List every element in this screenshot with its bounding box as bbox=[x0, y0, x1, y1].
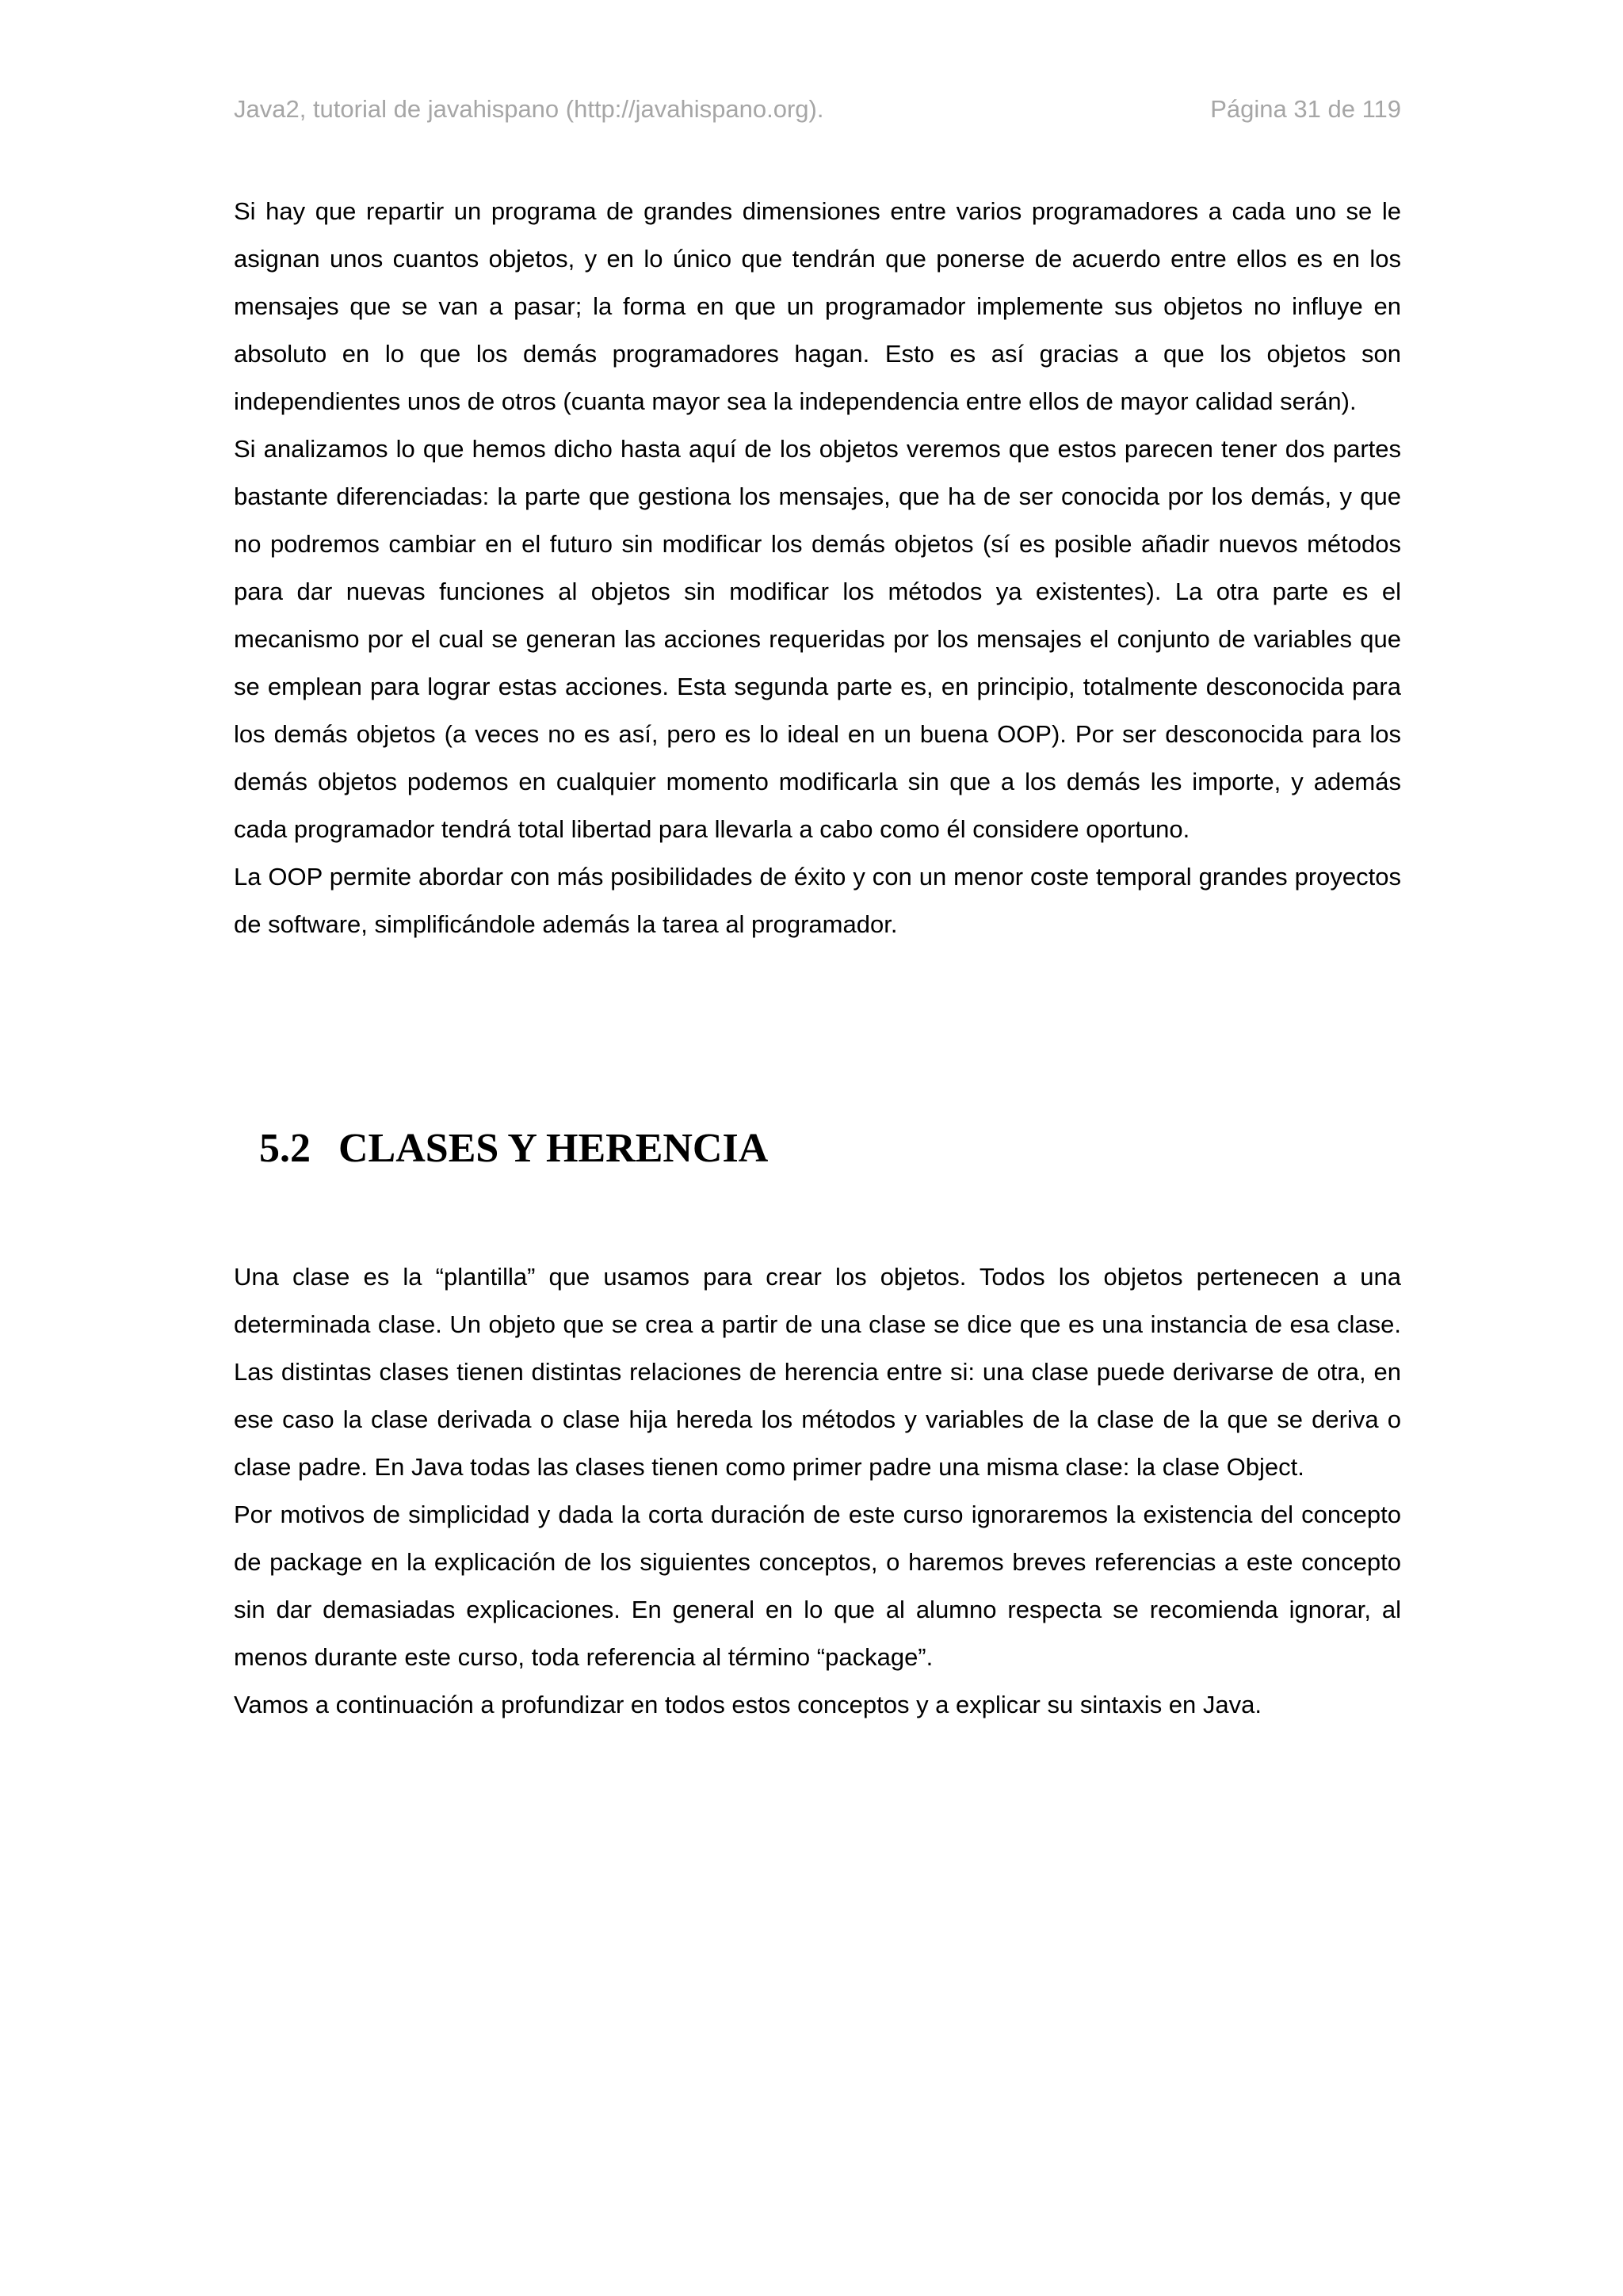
section-title: CLASES Y HERENCIA bbox=[338, 1126, 769, 1171]
paragraph: Por motivos de simplicidad y dada la corta duración de este curso ignoraremos la existencia del concepto de package en la explicación de los siguientes conceptos, o haremos breves referencias a este concepto sin dar demasiadas explicaciones. En general en lo que al alumno respecta se recomienda ignorar, al menos durante este curso, toda referencia al término “package”. bbox=[234, 1501, 1401, 1671]
section-number: 5.2 bbox=[259, 1126, 311, 1171]
paragraph: La OOP permite abordar con más posibilidades de éxito y con un menor coste temporal grandes proyectos de software, simplificándole además la tarea al programador. bbox=[234, 863, 1401, 938]
intro-text-block bbox=[234, 188, 1401, 948]
page-header bbox=[234, 95, 1401, 135]
paragraph: Si hay que repartir un programa de grandes dimensiones entre varios programadores a cada uno se le asignan unos cuantos objetos, y en lo único que tendrán que ponerse de acuerdo entre ellos es en los mensajes que se van a pasar; la forma en que un programador implemente sus objetos no influye en absoluto en lo que los demás programadores hagan. Esto es así gracias a que los objetos son independientes unos de otros (cuanta mayor sea la independencia entre ellos de mayor calidad serán). bbox=[234, 197, 1401, 415]
classes-text-block bbox=[234, 1253, 1401, 1729]
header-page-number: Página 31 de 119 bbox=[1210, 95, 1401, 123]
section-heading bbox=[259, 1125, 768, 1173]
header-source-link[interactable]: Java2, tutorial de javahispano (http://javahispano.org). bbox=[234, 95, 824, 123]
paragraph: Vamos a continuación a profundizar en todos estos conceptos y a explicar su sintaxis en Java. bbox=[234, 1691, 1262, 1718]
paragraph: Si analizamos lo que hemos dicho hasta aquí de los objetos veremos que estos parecen tener dos partes bastante diferenciadas: la parte que gestiona los mensajes, que ha de ser conocida por los demás, y que no podremos cambiar en el futuro sin modificar los demás objetos (sí es posible añadir nuevos métodos para dar nuevas funciones al objetos sin modificar los métodos ya existentes). La otra parte es el mecanismo por el cual se generan las acciones requeridas por los mensajes el conjunto de variables que se emplean para lograr estas acciones. Esta segunda parte es, en principio, totalmente desconocida para los demás objetos (a veces no es así, pero es lo ideal en un buena OOP). Por ser desconocida para los demás objetos podemos en cualquier momento modificarla sin que a los demás les importe, y además cada programador tendrá total libertad para llevarla a cabo como él considere oportuno. bbox=[234, 435, 1401, 843]
paragraph: Una clase es la “plantilla” que usamos para crear los objetos. Todos los objetos pertenecen a una determinada clase. Un objeto que se crea a partir de una clase se dice que es una instancia de esa clase. Las distintas clases tienen distintas relaciones de herencia entre si: una clase puede derivarse de otra, en ese caso la clase derivada o clase hija hereda los métodos y variables de la clase de la que se deriva o clase padre. En Java todas las clases tienen como primer padre una misma clase: la clase Object. bbox=[234, 1263, 1401, 1481]
